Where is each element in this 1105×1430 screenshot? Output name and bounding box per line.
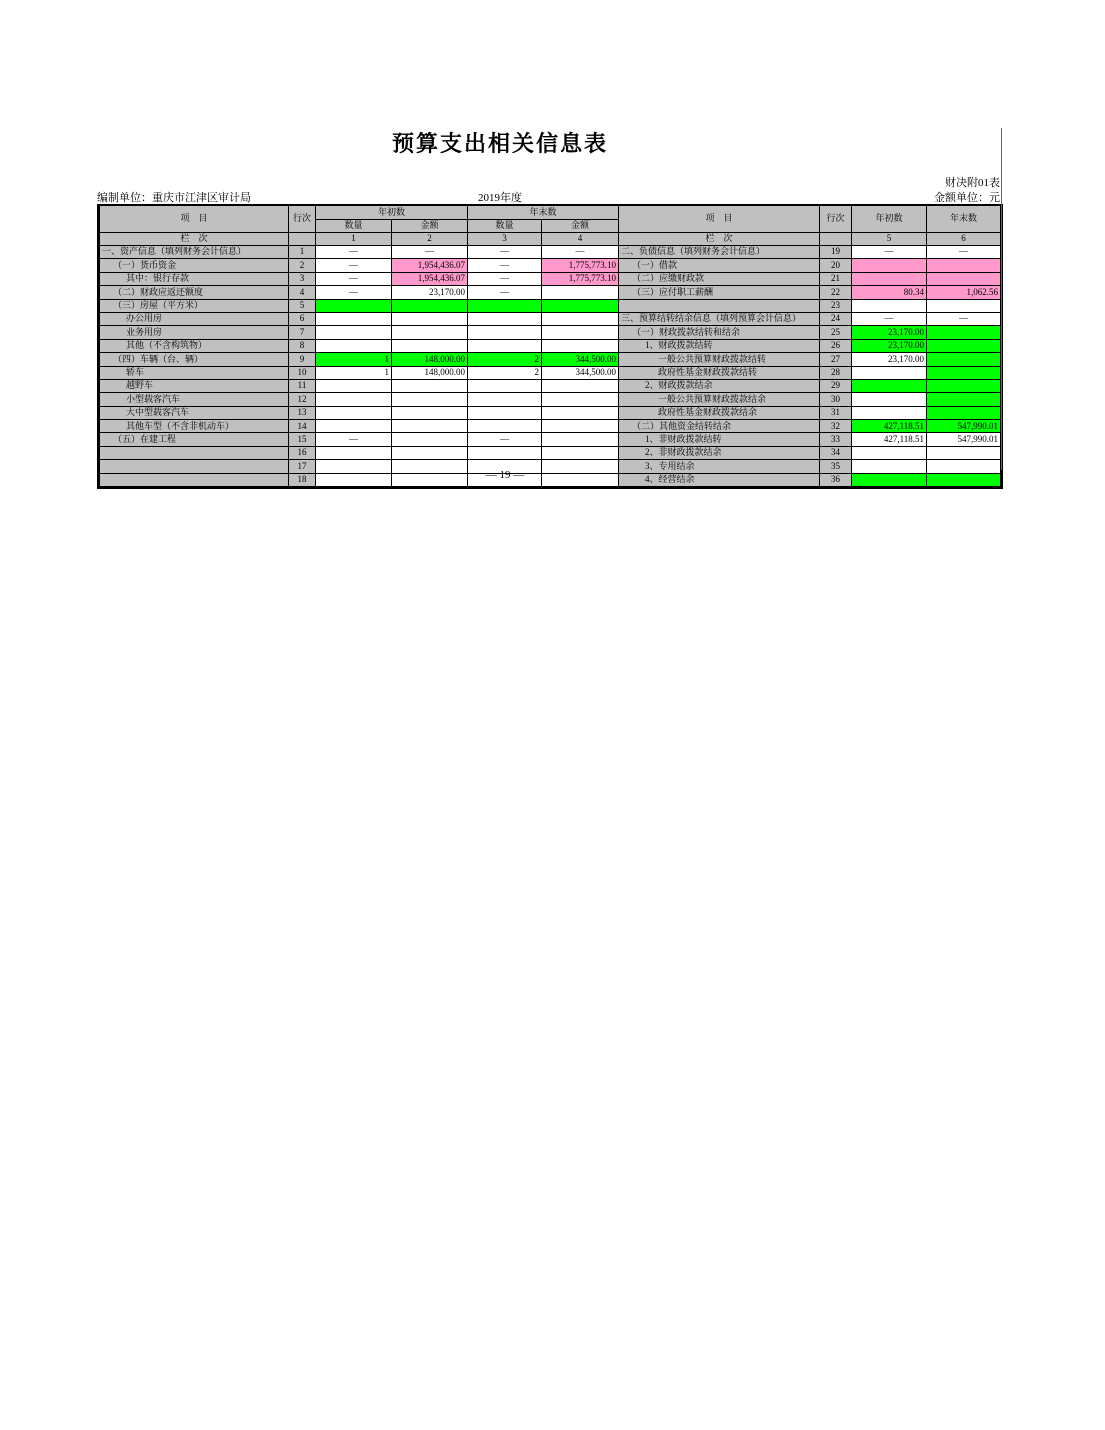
value-cell	[927, 366, 1002, 379]
value-cell	[392, 420, 468, 433]
row-label-left: 大中型载客汽车	[99, 406, 289, 419]
row-number-left: 6	[289, 312, 316, 325]
value-cell	[927, 272, 1002, 285]
row-number-left: 9	[289, 353, 316, 366]
row-number-right: 26	[820, 339, 852, 352]
value-cell	[316, 312, 392, 325]
value-cell: —	[927, 312, 1002, 325]
value-cell: —	[468, 272, 542, 285]
value-cell	[468, 420, 542, 433]
value-cell: —	[468, 259, 542, 272]
value-cell: —	[316, 259, 392, 272]
value-cell	[392, 446, 468, 459]
row-label-right: 2、财政拨款结余	[619, 379, 820, 392]
table-row	[99, 420, 1002, 433]
header-col-2: 2	[392, 233, 468, 246]
value-cell	[542, 379, 619, 392]
row-label-right: 4、经营结余	[619, 473, 820, 487]
header-blank-right	[820, 233, 852, 246]
row-number-right: 27	[820, 353, 852, 366]
value-cell: —	[468, 286, 542, 299]
row-number-right: 25	[820, 326, 852, 339]
value-cell	[927, 339, 1002, 352]
value-cell: 1,954,436.07	[392, 259, 468, 272]
value-cell	[542, 326, 619, 339]
value-cell: 148,000.00	[392, 366, 468, 379]
value-cell: —	[852, 246, 927, 259]
value-cell	[927, 379, 1002, 392]
table-header	[99, 205, 1002, 246]
row-number-left: 2	[289, 259, 316, 272]
value-cell	[542, 312, 619, 325]
value-cell	[542, 339, 619, 352]
header-qty-2: 数量	[468, 220, 542, 233]
page-edge-line	[1001, 128, 1002, 470]
value-cell	[392, 339, 468, 352]
table-row	[99, 446, 1002, 459]
row-label-left: 越野车	[99, 379, 289, 392]
value-cell	[392, 326, 468, 339]
value-cell	[542, 299, 619, 312]
row-number-right: 19	[820, 246, 852, 259]
table-row	[99, 366, 1002, 379]
row-label-right: （二）应缴财政款	[619, 272, 820, 285]
row-number-right: 36	[820, 473, 852, 487]
value-cell	[542, 446, 619, 459]
value-cell	[392, 393, 468, 406]
table-row	[99, 312, 1002, 325]
row-number-left: 17	[289, 460, 316, 473]
amount-unit-label: 金额单位：元	[934, 192, 1000, 204]
header-blank-left	[289, 233, 316, 246]
value-cell: 547,990.01	[927, 433, 1002, 446]
row-label-left: （二）财政应返还额度	[99, 286, 289, 299]
row-label-right: 三、预算结转结余信息（填列预算会计信息）	[619, 312, 820, 325]
row-label-right: 3、专用结余	[619, 460, 820, 473]
value-cell: 80.34	[852, 286, 927, 299]
value-cell: 427,118.51	[852, 420, 927, 433]
value-cell	[927, 406, 1002, 419]
value-cell: 427,118.51	[852, 433, 927, 446]
value-cell	[927, 446, 1002, 459]
form-number-label: 财决附01表	[945, 177, 1000, 189]
row-label-right: （二）其他资金结转结余	[619, 420, 820, 433]
value-cell: 1	[316, 366, 392, 379]
table-row	[99, 286, 1002, 299]
value-cell: —	[468, 246, 542, 259]
header-row-groups	[99, 205, 1002, 220]
row-number-right: 29	[820, 379, 852, 392]
row-label-left: （三）房屋（平方米）	[99, 299, 289, 312]
page-title: 预算支出相关信息表	[391, 131, 608, 156]
value-cell	[852, 406, 927, 419]
value-cell	[468, 312, 542, 325]
value-cell: —	[316, 286, 392, 299]
value-cell: —	[542, 246, 619, 259]
value-cell: 1,775,773.10	[542, 259, 619, 272]
header-amount-2: 金额	[542, 220, 619, 233]
header-rowno-left: 行次	[289, 205, 316, 233]
header-end-group: 年末数	[468, 205, 619, 220]
table-row	[99, 339, 1002, 352]
row-label-left: （四）车辆（台、辆）	[99, 353, 289, 366]
row-label-right: 一般公共预算财政拨款结余	[619, 393, 820, 406]
value-cell: 2	[468, 366, 542, 379]
row-label-left: （五）在建工程	[99, 433, 289, 446]
table-row	[99, 406, 1002, 419]
value-cell	[542, 393, 619, 406]
value-cell	[316, 393, 392, 406]
value-cell: —	[316, 246, 392, 259]
header-rowno-right: 行次	[820, 205, 852, 233]
row-number-left: 4	[289, 286, 316, 299]
row-number-right: 23	[820, 299, 852, 312]
value-cell: 1,775,773.10	[542, 272, 619, 285]
header-qty-1: 数量	[316, 220, 392, 233]
header-col-6: 6	[927, 233, 1002, 246]
row-label-right: 政府性基金财政拨款结转	[619, 366, 820, 379]
value-cell	[852, 272, 927, 285]
budget-info-table	[97, 204, 1003, 489]
value-cell	[852, 446, 927, 459]
value-cell	[468, 339, 542, 352]
row-label-right: 政府性基金财政拨款结余	[619, 406, 820, 419]
row-number-left: 3	[289, 272, 316, 285]
value-cell: —	[316, 433, 392, 446]
value-cell	[392, 312, 468, 325]
row-label-left	[99, 446, 289, 459]
value-cell	[852, 299, 927, 312]
value-cell: —	[392, 246, 468, 259]
header-col-4: 4	[542, 233, 619, 246]
row-number-right: 31	[820, 406, 852, 419]
header-begin-right: 年初数	[852, 205, 927, 233]
header-item-right: 项 目	[619, 205, 820, 233]
row-label-left: （一）货币资金	[99, 259, 289, 272]
table-row	[99, 393, 1002, 406]
value-cell	[316, 326, 392, 339]
row-label-right: 1、非财政拨款结转	[619, 433, 820, 446]
row-number-right: 30	[820, 393, 852, 406]
row-label-left: 办公用房	[99, 312, 289, 325]
value-cell: 23,170.00	[852, 326, 927, 339]
row-number-right: 24	[820, 312, 852, 325]
row-label-right	[619, 299, 820, 312]
value-cell	[852, 366, 927, 379]
value-cell: 547,990.01	[927, 420, 1002, 433]
row-number-right: 28	[820, 366, 852, 379]
value-cell	[316, 339, 392, 352]
header-col-5: 5	[852, 233, 927, 246]
row-number-right: 34	[820, 446, 852, 459]
row-number-right: 32	[820, 420, 852, 433]
row-label-left: 轿车	[99, 366, 289, 379]
value-cell	[927, 353, 1002, 366]
value-cell	[852, 379, 927, 392]
value-cell	[316, 379, 392, 392]
row-number-left: 18	[289, 473, 316, 487]
table-row	[99, 272, 1002, 285]
header-col-label-right: 栏 次	[619, 233, 820, 246]
row-label-left: 其他（不含构筑物）	[99, 339, 289, 352]
value-cell	[392, 433, 468, 446]
row-label-left: 其中：银行存款	[99, 272, 289, 285]
value-cell	[852, 259, 927, 272]
row-number-left: 10	[289, 366, 316, 379]
header-col-label-left: 栏 次	[99, 233, 289, 246]
row-number-left: 8	[289, 339, 316, 352]
prepared-by-label: 编制单位：重庆市江津区审计局	[97, 192, 251, 204]
row-number-left: 15	[289, 433, 316, 446]
table-row	[99, 379, 1002, 392]
row-number-left: 13	[289, 406, 316, 419]
value-cell: —	[316, 272, 392, 285]
value-cell	[392, 299, 468, 312]
row-number-left: 5	[289, 299, 316, 312]
value-cell	[468, 406, 542, 419]
value-cell	[316, 420, 392, 433]
table-body	[99, 246, 1002, 488]
value-cell	[316, 446, 392, 459]
value-cell: 1	[316, 353, 392, 366]
value-cell	[927, 299, 1002, 312]
value-cell	[927, 326, 1002, 339]
row-number-right: 35	[820, 460, 852, 473]
value-cell: —	[468, 433, 542, 446]
value-cell: 148,000.00	[392, 353, 468, 366]
header-end-right: 年末数	[927, 205, 1002, 233]
value-cell	[542, 286, 619, 299]
value-cell	[468, 393, 542, 406]
value-cell	[392, 406, 468, 419]
row-label-right: 一般公共预算财政拨款结转	[619, 353, 820, 366]
value-cell: —	[927, 246, 1002, 259]
value-cell	[542, 433, 619, 446]
row-number-left: 12	[289, 393, 316, 406]
row-label-right: 2、非财政拨款结余	[619, 446, 820, 459]
value-cell: 1,062.56	[927, 286, 1002, 299]
header-col-1: 1	[316, 233, 392, 246]
row-label-left: 其他车型（不含非机动车）	[99, 420, 289, 433]
value-cell	[316, 299, 392, 312]
table-row	[99, 246, 1002, 259]
value-cell: 2	[468, 353, 542, 366]
row-label-left: 业务用房	[99, 326, 289, 339]
row-number-right: 22	[820, 286, 852, 299]
value-cell: —	[852, 312, 927, 325]
header-begin-group: 年初数	[316, 205, 468, 220]
row-label-left: 小型载客汽车	[99, 393, 289, 406]
header-item-left: 项 目	[99, 205, 289, 233]
table-row	[99, 353, 1002, 366]
row-number-right: 33	[820, 433, 852, 446]
row-label-right: 1、财政拨款结转	[619, 339, 820, 352]
table-row	[99, 259, 1002, 272]
header-row-colnums	[99, 233, 1002, 246]
header-col-3: 3	[468, 233, 542, 246]
value-cell	[542, 420, 619, 433]
page-number: — 19 —	[485, 469, 525, 481]
value-cell	[392, 379, 468, 392]
value-cell	[852, 393, 927, 406]
value-cell: 344,500.00	[542, 353, 619, 366]
table-row	[99, 433, 1002, 446]
row-number-left: 7	[289, 326, 316, 339]
row-label-right: （一）财政拨款结转和结余	[619, 326, 820, 339]
value-cell	[542, 406, 619, 419]
value-cell	[468, 326, 542, 339]
value-cell: 23,170.00	[852, 353, 927, 366]
table-row	[99, 299, 1002, 312]
row-label-left: 一、资产信息（填列财务会计信息）	[99, 246, 289, 259]
value-cell	[468, 379, 542, 392]
row-number-left: 1	[289, 246, 316, 259]
value-cell	[468, 446, 542, 459]
value-cell	[927, 259, 1002, 272]
row-number-right: 21	[820, 272, 852, 285]
value-cell: 23,170.00	[852, 339, 927, 352]
table-row	[99, 326, 1002, 339]
value-cell	[316, 406, 392, 419]
row-number-right: 20	[820, 259, 852, 272]
value-cell: 1,954,436.07	[392, 272, 468, 285]
fiscal-year-label: 2019年度	[478, 192, 522, 204]
row-label-right: 二、负债信息（填列财务会计信息）	[619, 246, 820, 259]
value-cell	[927, 393, 1002, 406]
value-cell: 23,170.00	[392, 286, 468, 299]
row-number-left: 16	[289, 446, 316, 459]
row-label-right: （一）借款	[619, 259, 820, 272]
header-amount-1: 金额	[392, 220, 468, 233]
row-label-right: （三）应付职工薪酬	[619, 286, 820, 299]
row-number-left: 14	[289, 420, 316, 433]
value-cell: 344,500.00	[542, 366, 619, 379]
value-cell	[468, 299, 542, 312]
row-number-left: 11	[289, 379, 316, 392]
